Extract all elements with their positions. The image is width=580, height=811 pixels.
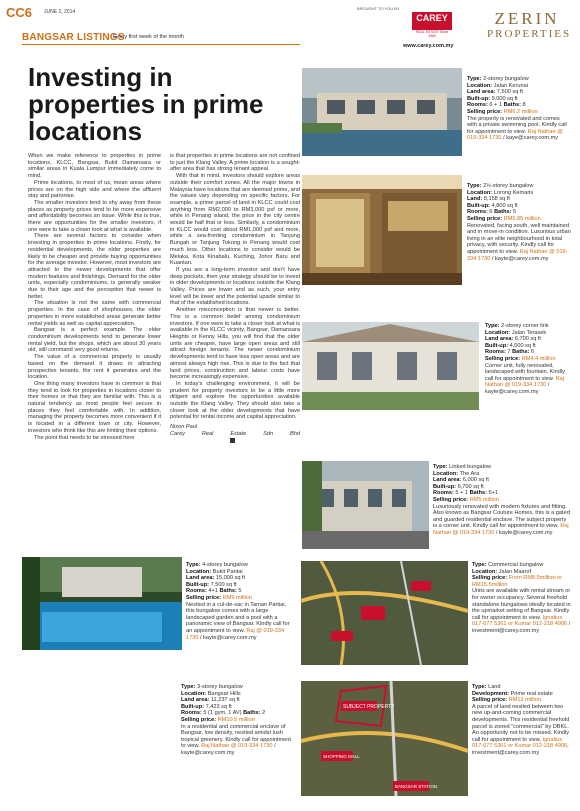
listing-photo-4 — [302, 461, 429, 549]
contact-email[interactable]: / kayte@carey.com.my — [200, 634, 257, 641]
contact-email[interactable]: / kaye@carey.com.my — [503, 135, 559, 142]
carey-logo: CAREY REAL ESTATE Since 1960 — [412, 12, 452, 38]
listing-card-4: Type: Linked bungalow Location: The Ara Land area: 6,000 sq ft Built-up: 6,700 sq ft Rooms: 5 + 1 Baths: 5+1 Selling price: RM5 million Luxuriously renovated with modern fixtures and fitting. Also known as Bangsar Couture Homes, this is a gated and guarded residential enclave. The subject property is a corner unit. Kindly call for appointment to view. Raj Nathan @ 019-334 1730 / kayte@carey.com.my — [433, 464, 570, 536]
listing-card-6: Type: Commercial bungalow Location: Jalan Maarof Selling price: From RM8.5million to RM15.5million Units are available with rental stream or for owner occupancy. Several freehold standalone bungalows ideally located in the upmarket setting of Bangsar. Kindly call for appointment to view. Ignatius 017-677 5361 or Kumar 012-218 4906 / investment@carey.com.my — [472, 562, 571, 634]
map-photo-2 — [301, 681, 468, 796]
paragraph: With that in mind, investors should explore areas outside their comfort zones. All the major towns in Malaysia have locations that are deemed prime, and the values vary depending on specific factors. For example, a prime parcel of land in KLCC could cost anything from RM2,000 to RM3,000 psf or more, while in Penang island, the price in the city centre would be half that or less. Similarly, a condominium in KLCC would cost about RM1,000 psf and more, while a sea-fronting condominium in Tanjung Bungah or Tanjung Tokong in Penang would cost much less. Other locations to consider would be Melaka, Kota Kinabalu, Kuching, Johor Baru and Kuantan. — [170, 173, 300, 267]
end-mark-icon — [230, 438, 235, 443]
paragraph: The point that needs to be stressed here — [34, 434, 135, 441]
contact-phone[interactable]: Ignatius 017-677 5361 or Kumar 012-218 4906 — [472, 614, 568, 628]
paragraph: One thing many investors have in common is that they tend to look for properties in locations closer to their homes or that they are familiar with. This is a natural tendency as most people feel secure in places they feel comfortable with. In addition, managing the property becomes more convenient if it is located in a different town or city. However, investors who think like this are limiting their options. — [28, 380, 161, 434]
paragraph: Bangsar is a perfect example. The older condominium developments tend to generate lower rental yield, but the shops, which are about 30 years old, still command very good returns. — [28, 327, 161, 354]
page-header — [0, 0, 580, 49]
listing-card-8: Type: Land Development: Prime real estate Selling price: RM12 million A parcel of land nestled between two new up-and-coming commercial developments. This residential freehold parcel is zoned "commercial" by DBKL. An opportunity not to be missed. Kindly call for appointment to view. Ignatius 017-677 5361 or Kumar 012-218 4906, investment@carey.com.my — [472, 684, 570, 756]
paragraph: Another misconception is that newer is better. This is a common belief among condominium investors. If one were to take a closer look at what is available in the KLCC vicinity, Bangsar, Damansara Heights or Kenny Hills, you will find that the older units are cheaper, have large open areas and still attract foreign tenants. The newer condominium developments tend to have less open areas and are almost always high rise. This is due to the fact that land prices, construction and labour costs have become increasingly expensive. — [170, 307, 300, 381]
contact-phone[interactable]: Raj @ 019-334 1730 — [186, 627, 285, 641]
listing-photo-3 — [302, 322, 479, 410]
article-column-1 — [28, 153, 161, 441]
contact-phone[interactable]: Raj Nathan @ 019-334 1730 — [485, 375, 564, 389]
paragraph: is that properties in prime locations are not confined to just the Klang Valley. A prime location is a sought-after area that has strong tenant appeal. — [170, 153, 300, 173]
listing-card-3: Type: 2-storey corner link Location: Jalan Terasek Land area: 6,700 sq ft Built-up: 4,000 sq ft Rooms: 7 Baths: 6 Selling price: RM4.4 million Corner unit, fully renovated, landscaped with fountain. Kindly call for appointment to view. Raj Nathan @ 019-334 1730 / kayte@carey.com.my — [485, 323, 565, 395]
listing-photo-2 — [302, 175, 462, 285]
listing-card-7: Type: 3-storey bungalow Location: Bangsar Hills Land area: 11,237 sq ft Built-up: 7,423 sq ft Rooms: 5 (1 gym, 1 AV) Baths: 2 Selling price: RM10.5 million In a residential and commercial enclave of Bangsar, low density, nestled amidst lush tropical greenery. Kindly call for appointment to view. Raj Nathan @ 019-334 1730 / kayte@carey.com.my — [181, 684, 291, 756]
carey-url[interactable]: www.carey.com.my — [403, 43, 454, 49]
contact-email[interactable]: / kayte@carey.com.my — [485, 382, 550, 395]
contact-email[interactable]: / kayte@carey.com.my — [491, 255, 549, 262]
listing-photo-1 — [302, 68, 462, 156]
listing-card-5: Type: 4-storey bungalow Location: Bukit Pantai Land area: 15,000 sq ft Built-up: 7,500 sq ft Rooms: 4+1 Baths: 5 Selling price: RM9 million Nestled in a cul-de-sac in Taman Pantai, this bungalow comes with a large landscaped garden and a pool with a panoramic view of Bangsar. Kindly call for an appointment to view. Raj @ 019-334 1730 / kayte@carey.com.my — [186, 562, 290, 641]
paragraph: The smaller investors tend to shy away from these places as property prices tend to be more expensive and affordability becomes an issue. While this is true, there are opportunities for the smaller investors, if one were to take a closer look at what is available. — [28, 199, 161, 233]
contact-email[interactable]: / investment@carey.com.my — [472, 621, 571, 634]
contact-phone[interactable]: Ignatius 017-677 5361 or Kumar 012-218 4906 — [472, 736, 568, 750]
paragraph: Prime locations, to most of us, mean areas where prices are on the high side and where the affluent stay and patronise. — [28, 179, 161, 200]
contact-email[interactable]: / kayte@carey.com.my — [181, 743, 276, 756]
listing-photo-5 — [22, 557, 182, 650]
contact-phone[interactable]: Raj Nathan @ 019-334 1730 — [467, 128, 563, 142]
listing-card-2: Type: 2½-storey bungalow Location: Lorong Kemaris Land: 8,158 sq ft Built-up: 4,800 sq ft Rooms: 6 Baths: 5 Selling price: RM5.85 million Renovated, facing south, well maintained and in move-in condition. Luxurious urban living in an elite neighbourhood in total privacy, with security. Kindly call for appointment to view. Raj Nathan @ 019-334 1730 / kayte@carey.com.my — [467, 183, 571, 262]
map-label-station: BANGSAR STATION — [395, 784, 438, 789]
issue-date: JUNE 2, 2014 — [44, 9, 76, 15]
author-name: Nixon Paul — [170, 424, 198, 431]
paragraph: The situation is not the same with commercial properties. In the case of shophouses, the older properties in more established areas generate better rental yields as well as capital appreciation. — [28, 300, 161, 327]
zerin-logo: ZERIN PROPERTIES — [487, 9, 572, 40]
author-company: Carey Real Estate Sdn Bhd — [170, 431, 300, 445]
brought-by: BROUGHT TO YOU BY — [357, 6, 400, 11]
paragraph: If you are a long-term investor and don't have deep pockets, then your strategy should be to invest in older developments or locations outside the Klang Valley. Prices are lower and as such, your entry level will be lower and the potential upside similar to that of the established locations. — [170, 266, 300, 307]
article-column-2 — [170, 153, 300, 445]
paragraph: In today's challenging environment, it will be prudent for property investors to be a little more diligent and explore the opportunities available outside the Klang Valley. They should also take a closer look at the older developments that have potential for rental income and capital appreciation. — [170, 380, 300, 421]
contact-phone[interactable]: Raj Nathan @ 019-334 1730 — [201, 743, 273, 750]
contact-phone[interactable]: Raj Nathan @ 019-334 1730 — [433, 523, 569, 536]
paragraph: The value of a commercial property is usually based on the demand it draws in attracting prospective tenants, the rent it generates and the location. — [28, 354, 161, 381]
map-photo-1 — [301, 561, 468, 665]
paragraph: When we make reference to properties in prime locations, KLCC, Bangsar, Bukit Damansara or similar areas in Kuala Lumpur immediately come to mind. — [28, 153, 161, 180]
paragraph: There are several factors to consider when investing in properties in prime locations. Firstly, for residential developments, the older properties are likely to be cheaper and provide buying opportunities for the average investor. However, most investors are attracted to the newer developments that offer modern features and finishings. Demand for the older units, especially condominiums, is generally weaker due to their age and the perception that newer is better. — [28, 233, 161, 300]
section-tagline: Every first week of the month — [113, 34, 184, 40]
contact-email[interactable]: , investment@carey.com.my — [472, 743, 569, 756]
contact-phone[interactable]: Raj Nathan @ 019-334 1730 — [467, 248, 568, 262]
section-divider — [22, 44, 300, 45]
map-label-shopping: SHOPPING MALL — [323, 754, 360, 759]
contact-email[interactable]: / kayte@carey.com.my — [495, 529, 553, 536]
map-label-subject: SUBJECT PROPERTY — [343, 704, 395, 710]
section-title: BANGSAR LISTINGS — [22, 32, 125, 43]
page-number: CC6 — [6, 5, 33, 20]
article-headline: Investing in properties in prime locations — [28, 62, 264, 146]
listing-card-1: Type: 2-storey bungalow Location: Jalan Kerunai Land area: 7,500 sq ft Built-up: 9,000 sq ft Rooms: 6 + 1 Baths: 8 Selling price: RM6.2 million The property is renovated and comes with a private swimming pool. Kindly call for appointment to view. Raj Nathan @ 019-334 1730 / kaye@carey.com.my — [467, 76, 567, 142]
